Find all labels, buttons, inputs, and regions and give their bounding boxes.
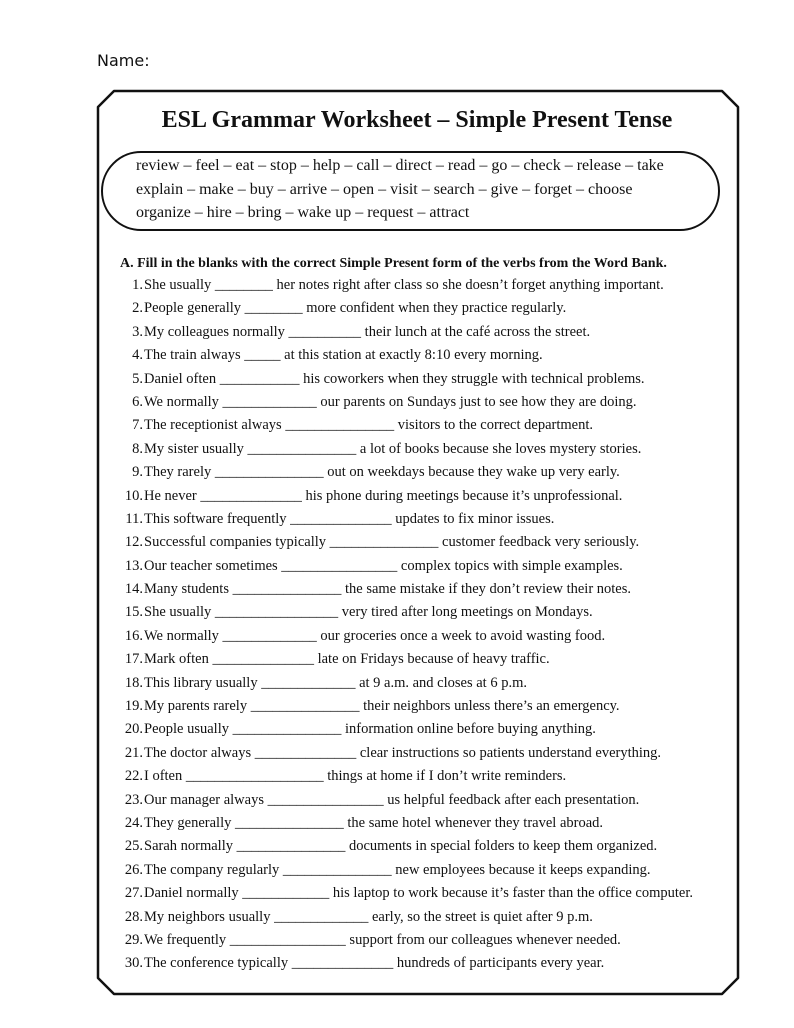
- question-item: [112, 344, 693, 367]
- question-item: [112, 601, 693, 624]
- question-number: 29.: [124, 931, 143, 948]
- question-text: Daniel often ___________ his coworkers when they struggle with technical problems.: [144, 370, 645, 387]
- question-number: 10.: [124, 487, 143, 504]
- question-text: My sister usually _______________ a lot of books because she loves mystery stories.: [144, 440, 642, 457]
- question-item: [112, 531, 693, 554]
- question-text: The conference typically ______________ hundreds of participants every year.: [144, 955, 605, 972]
- question-number: 5.: [132, 370, 143, 387]
- question-list: [112, 274, 693, 976]
- question-item: [112, 485, 693, 508]
- question-item: [112, 882, 693, 905]
- question-text: Our manager always ________________ us helpful feedback after each presentation.: [144, 791, 640, 808]
- question-text: My neighbors usually _____________ early, so the street is quiet after 9 p.m.: [144, 908, 593, 925]
- question-item: [112, 672, 693, 695]
- question-item: [112, 835, 693, 858]
- question-text: This software frequently ______________ updates to fix minor issues.: [144, 510, 555, 527]
- question-number: 15.: [124, 604, 143, 621]
- question-text: The doctor always ______________ clear instructions so patients understand everything.: [144, 744, 662, 761]
- question-item: [112, 765, 693, 788]
- question-text: Successful companies typically _______________ customer feedback very seriously.: [144, 534, 640, 551]
- question-number: 1.: [132, 277, 143, 293]
- question-text: They generally _______________ the same hotel whenever they travel abroad.: [144, 814, 604, 831]
- question-number: 16.: [124, 627, 143, 644]
- question-text: The company regularly _______________ new employees because it keeps expanding.: [144, 861, 651, 878]
- question-item: [112, 391, 693, 414]
- question-number: 18.: [124, 674, 143, 691]
- question-number: 2.: [132, 300, 143, 317]
- question-text: We normally _____________ our groceries once a week to avoid wasting food.: [144, 627, 606, 644]
- question-text: They rarely _______________ out on weekdays because they wake up very early.: [144, 464, 620, 481]
- question-text: Daniel normally ____________ his laptop to work because it’s faster than the office computer.: [144, 885, 693, 902]
- question-item: [112, 906, 693, 929]
- question-item: [112, 648, 693, 671]
- question-item: [112, 274, 693, 297]
- question-item: [112, 695, 693, 718]
- question-number: 26.: [124, 861, 143, 878]
- question-item: [112, 578, 693, 601]
- question-number: 20.: [124, 721, 143, 738]
- word-bank-line: review – feel – eat – stop – help – call – direct – read – go – check – release – take: [136, 157, 664, 174]
- question-number: 23.: [124, 791, 143, 808]
- question-item: [112, 297, 693, 320]
- question-item: [112, 461, 693, 484]
- question-text: She usually ________ her notes right after class so she doesn’t forget anything important.: [144, 277, 664, 293]
- question-text: He never ______________ his phone during meetings because it’s unprofessional.: [144, 487, 623, 504]
- question-text: We normally _____________ our parents on Sundays just to see how they are doing.: [144, 393, 637, 410]
- question-text: We frequently ________________ support from our colleagues whenever needed.: [144, 931, 621, 948]
- question-item: [112, 438, 693, 461]
- word-bank-line: explain – make – buy – arrive – open – visit – search – give – forget – choose: [136, 180, 633, 198]
- question-text: People usually _______________ information online before buying anything.: [144, 721, 596, 738]
- question-item: [112, 555, 693, 578]
- question-text: My colleagues normally __________ their lunch at the café across the street.: [144, 323, 591, 340]
- question-number: 9.: [132, 464, 143, 481]
- question-item: [112, 859, 693, 882]
- question-number: 3.: [132, 323, 143, 340]
- worksheet-title: ESL Grammar Worksheet – Simple Present Tense: [161, 107, 673, 133]
- question-number: 7.: [132, 417, 143, 434]
- question-number: 21.: [124, 744, 143, 761]
- question-text: The receptionist always _______________ visitors to the correct department.: [144, 417, 593, 434]
- question-item: [112, 742, 693, 765]
- question-number: 19.: [124, 698, 143, 715]
- instructions: A. Fill in the blanks with the correct Simple Present form of the verbs from the Word Bank.: [120, 256, 667, 271]
- question-number: 22.: [124, 768, 143, 785]
- question-item: [112, 508, 693, 531]
- question-item: [112, 414, 693, 437]
- question-number: 27.: [124, 885, 143, 902]
- question-item: [112, 625, 693, 648]
- question-number: 8.: [132, 440, 143, 457]
- name-label: Name:: [97, 51, 150, 70]
- question-item: [112, 789, 693, 812]
- question-text: This library usually _____________ at 9 a.m. and closes at 6 p.m.: [144, 674, 527, 691]
- question-item: [112, 718, 693, 741]
- question-number: 28.: [124, 908, 143, 925]
- question-item: [112, 321, 693, 344]
- question-item: [112, 929, 693, 952]
- question-text: People generally ________ more confident when they practice regularly.: [144, 300, 567, 317]
- question-number: 13.: [124, 557, 143, 574]
- word-bank-line: organize – hire – bring – wake up – request – attract: [136, 204, 470, 221]
- question-text: Our teacher sometimes ________________ complex topics with simple examples.: [144, 557, 623, 574]
- word-bank: [101, 151, 720, 231]
- question-text: Many students _______________ the same mistake if they don’t review their notes.: [144, 581, 632, 598]
- question-number: 4.: [132, 347, 143, 364]
- question-item: [112, 368, 693, 391]
- question-number: 24.: [124, 814, 143, 831]
- question-item: [112, 952, 693, 975]
- question-text: She usually _________________ very tired after long meetings on Mondays.: [144, 604, 593, 621]
- question-number: 11.: [125, 510, 143, 527]
- question-number: 12.: [124, 534, 143, 551]
- question-text: I often ___________________ things at home if I don’t write reminders.: [144, 768, 567, 785]
- question-text: Mark often ______________ late on Fridays because of heavy traffic.: [144, 651, 550, 668]
- question-text: The train always _____ at this station at exactly 8:10 every morning.: [144, 347, 543, 364]
- question-text: Sarah normally _______________ documents in special folders to keep them organized.: [144, 838, 658, 855]
- question-number: 6.: [132, 393, 143, 410]
- question-number: 25.: [124, 838, 143, 855]
- question-number: 17.: [124, 651, 143, 668]
- question-number: 30.: [124, 955, 143, 972]
- question-item: [112, 812, 693, 835]
- question-number: 14.: [124, 581, 143, 598]
- question-text: My parents rarely _______________ their neighbors unless there’s an emergency.: [144, 698, 620, 715]
